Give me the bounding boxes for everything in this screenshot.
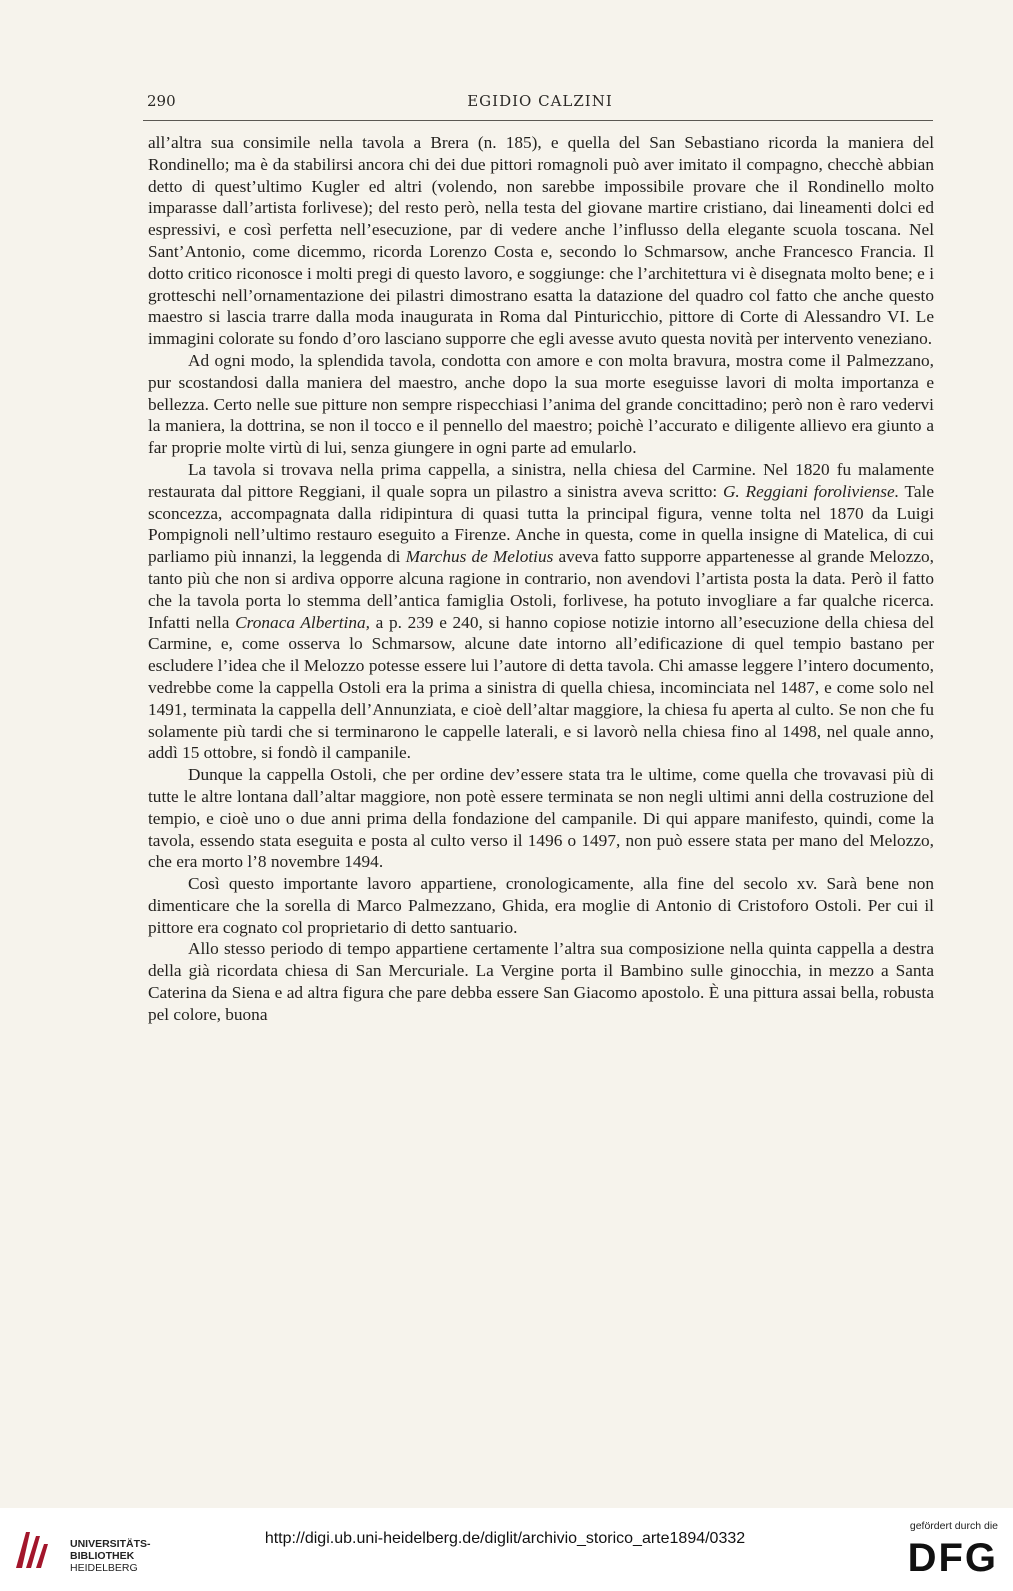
library-line-3: HEIDELBERG	[70, 1562, 138, 1574]
title-cronaca-albertina: Cronaca Albertina,	[235, 612, 370, 632]
library-line-1: UNIVERSITÄTS-	[70, 1538, 151, 1550]
body-text	[148, 132, 934, 1026]
permalink-url[interactable]: http://digi.ub.uni-heidelberg.de/diglit/archivio_storico_arte1894/0332	[264, 1530, 746, 1547]
funded-by-label: gefördert durch die	[909, 1520, 998, 1532]
dfg-funding[interactable]	[880, 1520, 1005, 1585]
paragraph-5: Così questo importante lavoro appartiene, cronologicamente, alla fine del secolo xv. Sarà bene non dimenticare che la sorella di Marco Palmezzano, Ghida, era moglie di Antonio di Cristoforo Ostoli. Per cui il pittore era cognato col proprietario di detto santuario.	[148, 874, 934, 937]
page-number: 290	[147, 92, 176, 110]
header-rule	[143, 120, 933, 121]
paragraph-3-part-d: a p. 239 e 240, si hanno copiose notizie intorno all’esecuzione della chiesa del Carmine, e, come osserva lo Schmarsow, alcune date intorno all’edificazione di quel tempio bastano per escludere l’idea che il Melozzo potesse essere lui l’autore di detta tavola. Chi amasse leggere l’intero documento, vedrebbe come la cappella Ostoli era la prima a sinistra di quella chiesa, incominciata nel 1487, e come solo nel 1491, terminata la cappella dell’Annunziata, e cioè dell’altar maggiore, la chiesa fu aperta al culto. Se non che fu solamente più tardi che si terminarono le cappelle laterali, e si lavorò nella chiesa fino al 1498, nel quale anno, addì 15 ottobre, si fondò il campanile.	[148, 612, 935, 763]
dfg-logo: DFG	[907, 1536, 998, 1580]
digitization-footer	[0, 1508, 1013, 1591]
inscription-melotius: Marchus de Melotius	[405, 547, 554, 567]
university-library-logo[interactable]	[12, 1528, 152, 1578]
paragraph-3-part-b: Tale sconcezza, accompagnata dalla ridipintura di quasi tutta la principal figura, venne tolta nel 1870 da Luigi Pompignoli nell’ultimo restauro eseguito a Firenze. Anche in questa, come in quella insigne di Matelica, di cui parliamo più innanzi, la leggenda di	[148, 481, 934, 567]
library-line-2: BIBLIOTHEK	[70, 1550, 135, 1562]
running-title: EGIDIO CALZINI	[467, 92, 613, 110]
paragraph-1: all’altra sua consimile nella tavola a Brera (n. 185), e quella del San Sebastiano ricorda la maniera del Rondinello; ma è da stabilirsi ancora chi dei due pittori romagnoli può aver imitato il compagno, checchè abbian detto di quest’ultimo Kugler ed altri (volendo, non sarebbe impossibile provare che il Rondinello molto imparasse dall’artista forlivese); del resto però, nella testa del giovane martire cristiano, dai lineamenti dolci ed espressivi, e così perfetta nell’esecuzione, par di vedere anche l’influsso della elegante scuola toscana. Nel Sant’Antonio, come dicemmo, ricorda Lorenzo Costa e, secondo lo Schmarsow, anche Francesco Francia. Il dotto critico riconosce i molti pregi di questo lavoro, e soggiunge: che l’architettura vi è disegnata molto bene; e i grotteschi nell’ornamentazione dei pilastri dimostrano esatta la datazione del quadro col fatto che anche questo maestro si lascia trarre dalla moda inaugurata in Roma dal Pinturicchio, pittore di Corte di Alessandro VI. Le immagini colorate su fondo d’oro lasciano supporre che egli avesse avuto questa novità per intervento veneziano.	[148, 133, 934, 349]
paragraph-4: Dunque la cappella Ostoli, che per ordine dev’essere stata tra le ultime, come quella che trovavasi più di tutte le altre lontana dall’altar maggiore, non potè essere terminata se non negli ultimi anni della costruzione del tempio, e cioè uno o due anni prima della fondazione del campanile. Di qui appare manifesto, quindi, come la tavola, essendo stata eseguita e posta al culto verso il 1496 o 1497, non può essere stata per mano del Melozzo, che era morto l’8 novembre 1494.	[148, 765, 934, 872]
paragraph-3-part-a: La tavola si trovava nella prima cappella, a sinistra, nella chiesa del Carmine. Nel 1820 fu malamente restaurata dal pittore Reggiani, il quale sopra un pilastro a sinistra aveva scritto:	[148, 459, 934, 501]
library-emblem-icon	[12, 1528, 52, 1572]
paragraph-3-part-c: aveva fatto supporre appartenesse al grande Melozzo, tanto più che non si ardiva opporre alcuna ragione in contrario, non avendovi l’artista posta la data. Però il fatto che la tavola porta lo stemma dell’antica famiglia Ostoli, forlivese, ha potuto invogliare a far qualche ricerca. Infatti nella	[148, 547, 934, 632]
inscription-reggiani: G. Reggiani foroliviense.	[722, 481, 900, 501]
paragraph-2: Ad ogni modo, la splendida tavola, condotta con amore e con molta bravura, mostra come il Palmezzano, pur scostandosi dalla maniera del maestro, anche dopo la sua morte eseguisse lavori di molta importanza e bellezza. Certo nelle sue pitture non sempre rispecchiasi l’anima del grande concittadino; però non è raro vedervi la maniera, la dottrina, se non il tocco e il pennello del maestro; poichè l’accurato e diligente allievo era giunto a far proprie molte virtù di lui, senza giungere in ogni parte ad emularlo.	[148, 350, 934, 458]
library-name	[70, 1538, 151, 1574]
paragraph-3	[148, 459, 934, 764]
paragraph-6: Allo stesso periodo di tempo appartiene certamente l’altra sua composizione nella quinta cappella a destra della già ricordata chiesa di San Mercuriale. La Vergine porta il Bambino sulle ginocchia, in mezzo a Santa Caterina da Siena e ad altra figura che pare debba essere San Giacomo apostolo. È una pittura assai bella, robusta pel colore, buona	[148, 939, 934, 1024]
page-header	[147, 92, 933, 116]
